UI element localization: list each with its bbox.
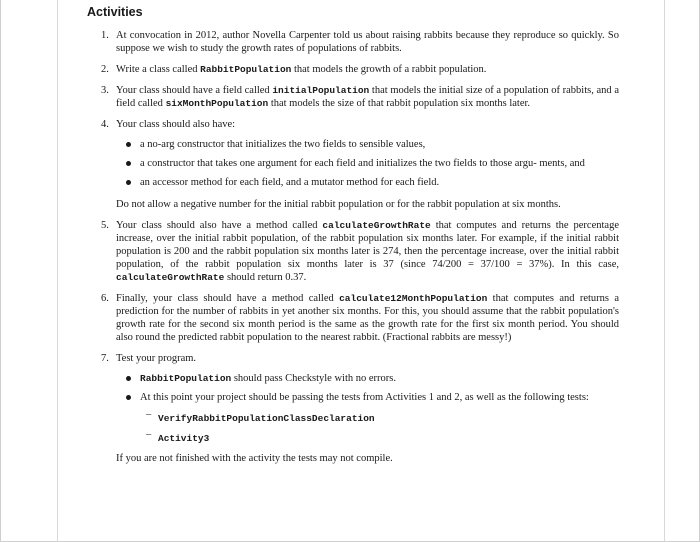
test-list — [140, 408, 619, 446]
dash-icon: – — [146, 429, 152, 440]
list-item — [116, 157, 619, 170]
activity-item-6 — [87, 292, 619, 344]
text-segment: should return 0.37. — [224, 272, 307, 283]
item-intro: Your class should also have: — [116, 119, 236, 130]
bullet-icon — [126, 180, 131, 185]
text-segment: should pass Checkstyle with no errors. — [231, 373, 396, 384]
test-name: VerifyRabbitPopulationClassDeclaration — [158, 413, 375, 424]
page-frame-right — [664, 0, 665, 541]
section-heading: Activities — [87, 5, 143, 19]
activity-item-3 — [87, 84, 619, 110]
field-name-code: initialPopulation — [272, 85, 370, 96]
list-item-text: a constructor that takes one argument for each field and initializes the two fields to those argu- ments, and — [140, 158, 585, 169]
text-segment: that models the initial size of a population of rabbits, and a field called — [116, 85, 619, 109]
dash-icon: – — [146, 409, 152, 420]
class-name-code: RabbitPopulation — [140, 373, 232, 384]
text-segment: Write a class called — [116, 64, 201, 75]
activity-item-5 — [87, 219, 619, 284]
class-name-code: RabbitPopulation — [200, 64, 292, 75]
requirement-list — [116, 138, 619, 189]
list-item-text: a no-arg constructor that initializes the two fields to sensible values, — [140, 139, 426, 150]
item-number: 4. — [101, 119, 109, 130]
item-text — [116, 292, 619, 344]
bullet-icon — [126, 395, 131, 400]
activity-item-1 — [87, 29, 619, 55]
item-number: 1. — [101, 30, 109, 41]
test-requirement-list — [116, 372, 619, 446]
activity-list — [87, 29, 619, 465]
item-text — [116, 63, 619, 76]
page-frame-left — [57, 0, 58, 541]
item-intro: Test your program. — [116, 353, 197, 364]
test-item — [140, 408, 619, 426]
text-segment: that models the growth of a rabbit population. — [291, 64, 487, 75]
item-number: 7. — [101, 353, 109, 364]
list-item — [116, 138, 619, 151]
activity-item-4 — [87, 118, 619, 211]
item-number: 6. — [101, 293, 109, 304]
method-name-code: calculate12MonthPopulation — [339, 293, 488, 304]
list-item-text: an accessor method for each field, and a mutator method for each field. — [140, 177, 440, 188]
item-number: 5. — [101, 220, 109, 231]
text-segment: that computes and returns the percentage increase, over the initial rabbit population, of the rabbit population six months later. For example, if the initial rabbit population is 200 and the rabbit population six months later is 274, then the percentage increase, over the initial rabbit population, of the rabbit population six months later is 37 (since 74/200 = 37/100 = 37%). In this case, — [116, 220, 619, 270]
field-name-code: sixMonthPopulation — [165, 98, 269, 109]
activities-section — [87, 4, 619, 473]
list-item — [116, 176, 619, 189]
item-number: 3. — [101, 85, 109, 96]
text-segment: Your class should have a field called — [116, 85, 273, 96]
method-name-code: calculateGrowthRate — [116, 272, 225, 283]
text-segment: that computes and returns a prediction for the number of rabbits in yet another six months. For this, you should assume that the rabbit population's growth rate for the second six month period is the same as the growth rate for the first six month period. You should also round the predicted rabbit population to the nearest rabbit. (Fractional rabbits are messy!) — [116, 293, 619, 343]
method-name-code: calculateGrowthRate — [322, 220, 431, 231]
item-text: At convocation in 2012, author Novella Carpenter told us about raising rabbits because they reproduce so quickly. So suppose we wish to study the growth rates of populations of rabbits. — [116, 30, 619, 54]
bullet-icon — [126, 142, 131, 147]
test-name: Activity3 — [158, 433, 210, 444]
list-item — [116, 372, 619, 385]
bullet-icon — [126, 376, 131, 381]
item-text — [116, 219, 619, 284]
list-item-text: At this point your project should be passing the tests from Activities 1 and 2, as well as the following tests: — [140, 392, 589, 403]
text-segment: Your class should also have a method called — [116, 220, 323, 231]
bullet-icon — [126, 161, 131, 166]
item-note: If you are not finished with the activity the tests may not compile. — [116, 453, 393, 464]
text-segment: Finally, your class should have a method called — [116, 293, 340, 304]
list-item-text — [140, 372, 619, 385]
item-text — [116, 84, 619, 110]
activity-item-7 — [87, 352, 619, 465]
item-number: 2. — [101, 64, 109, 75]
text-segment: that models the size of that rabbit population six months later. — [268, 98, 531, 109]
test-item — [140, 428, 619, 446]
list-item — [116, 391, 619, 446]
activity-item-2 — [87, 63, 619, 76]
item-note: Do not allow a negative number for the initial rabbit population or for the rabbit population at six months. — [116, 199, 561, 210]
